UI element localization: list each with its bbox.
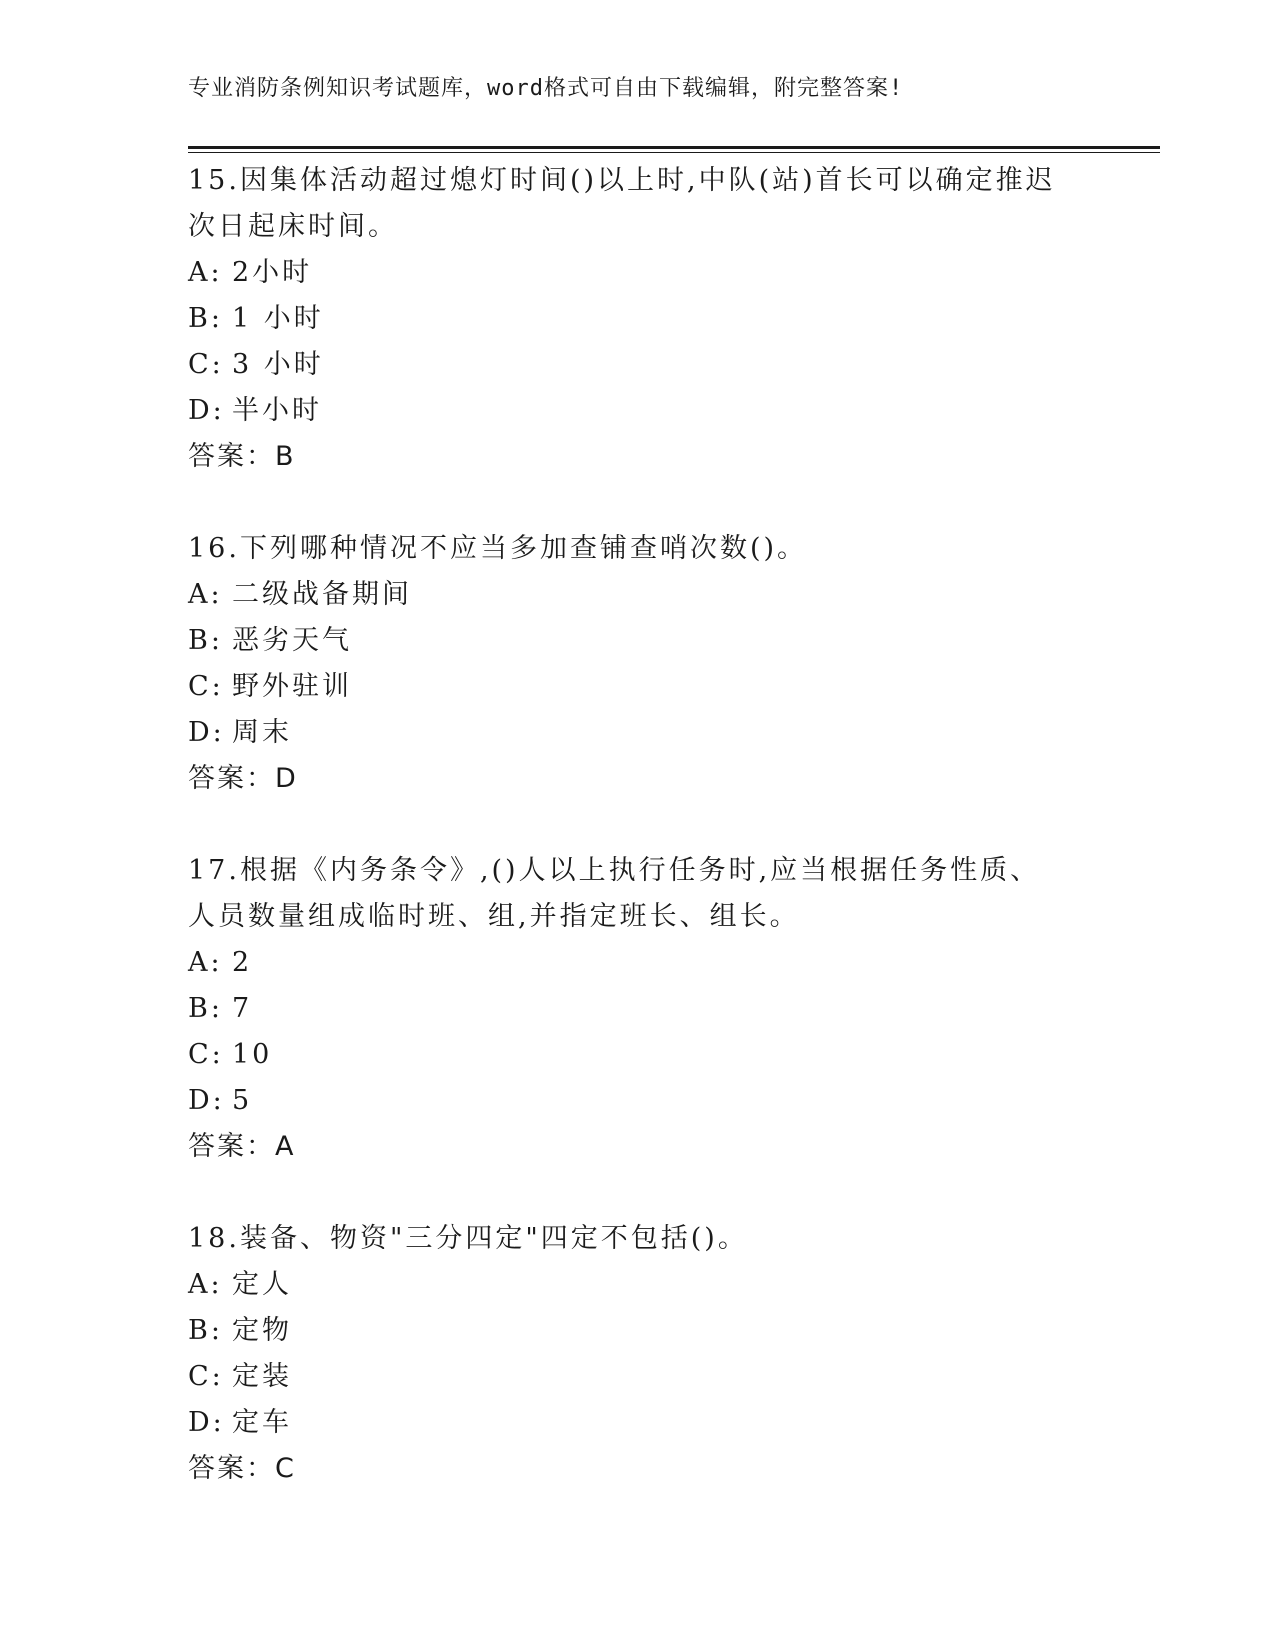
header-divider-thick [188,146,1160,149]
page-header: 专业消防条例知识考试题库，word格式可自由下载编辑，附完整答案! [188,76,904,101]
option-key: D: [188,1085,225,1116]
answer-line: 答案：A [188,1131,296,1162]
answer-line: 答案：D [188,763,298,794]
option-key: C: [188,671,224,702]
option-key: D: [188,1407,225,1438]
option-text: 二级战备期间 [232,579,412,610]
option-key: D: [188,717,225,748]
option-key: C: [188,1361,224,1392]
question-stem: 17.根据《内务条令》,()人以上执行任务时,应当根据任务性质、人员数量组成临时班、组,并指定班长、组长。 [188,855,1041,932]
option-text: 定物 [232,1315,292,1346]
option-text: 定人 [232,1269,292,1300]
option-key: A: [188,257,223,288]
question-list [188,158,1088,1538]
header-divider-thin [188,152,1160,153]
option-key: A: [188,1269,223,1300]
option-d [188,1400,1088,1446]
option-a [188,940,1088,986]
option-a [188,1262,1088,1308]
option-key: D: [188,395,225,426]
option-a [188,250,1088,296]
question-stem: 18.装备、物资"三分四定"四定不包括()。 [188,1223,748,1254]
question-18 [188,1216,1088,1492]
option-key: B: [188,993,223,1024]
option-key: B: [188,625,223,656]
option-key: B: [188,303,223,334]
option-key: B: [188,1315,223,1346]
option-d [188,388,1088,434]
option-text: 定车 [232,1407,292,1438]
option-b [188,296,1088,342]
option-a [188,572,1088,618]
option-c [188,342,1088,388]
option-text: 野外驻训 [232,671,352,702]
option-text: 定装 [232,1361,292,1392]
question-15 [188,158,1088,480]
option-b [188,986,1088,1032]
option-text: 2 [232,947,253,978]
option-key: A: [188,579,223,610]
answer-line: 答案：C [188,1453,296,1484]
option-text: 周末 [232,717,292,748]
question-stem: 16.下列哪种情况不应当多加查铺查哨次数()。 [188,533,808,564]
option-c [188,1032,1088,1078]
option-c [188,1354,1088,1400]
question-17 [188,848,1088,1170]
question-16 [188,526,1088,802]
option-b [188,618,1088,664]
option-text: 10 [232,1039,273,1070]
option-b [188,1308,1088,1354]
option-text: 1 小时 [232,303,324,334]
option-text: 2小时 [232,257,313,288]
option-key: C: [188,349,224,380]
option-d [188,1078,1088,1124]
option-d [188,710,1088,756]
option-text: 恶劣天气 [232,625,352,656]
option-text: 半小时 [232,395,322,426]
option-text: 3 小时 [232,349,324,380]
option-text: 5 [232,1085,253,1116]
option-key: C: [188,1039,224,1070]
option-c [188,664,1088,710]
answer-line: 答案：B [188,441,296,472]
option-key: A: [188,947,223,978]
question-stem: 15.因集体活动超过熄灯时间()以上时,中队(站)首长可以确定推迟次日起床时间。 [188,165,1056,242]
option-text: 7 [232,993,253,1024]
